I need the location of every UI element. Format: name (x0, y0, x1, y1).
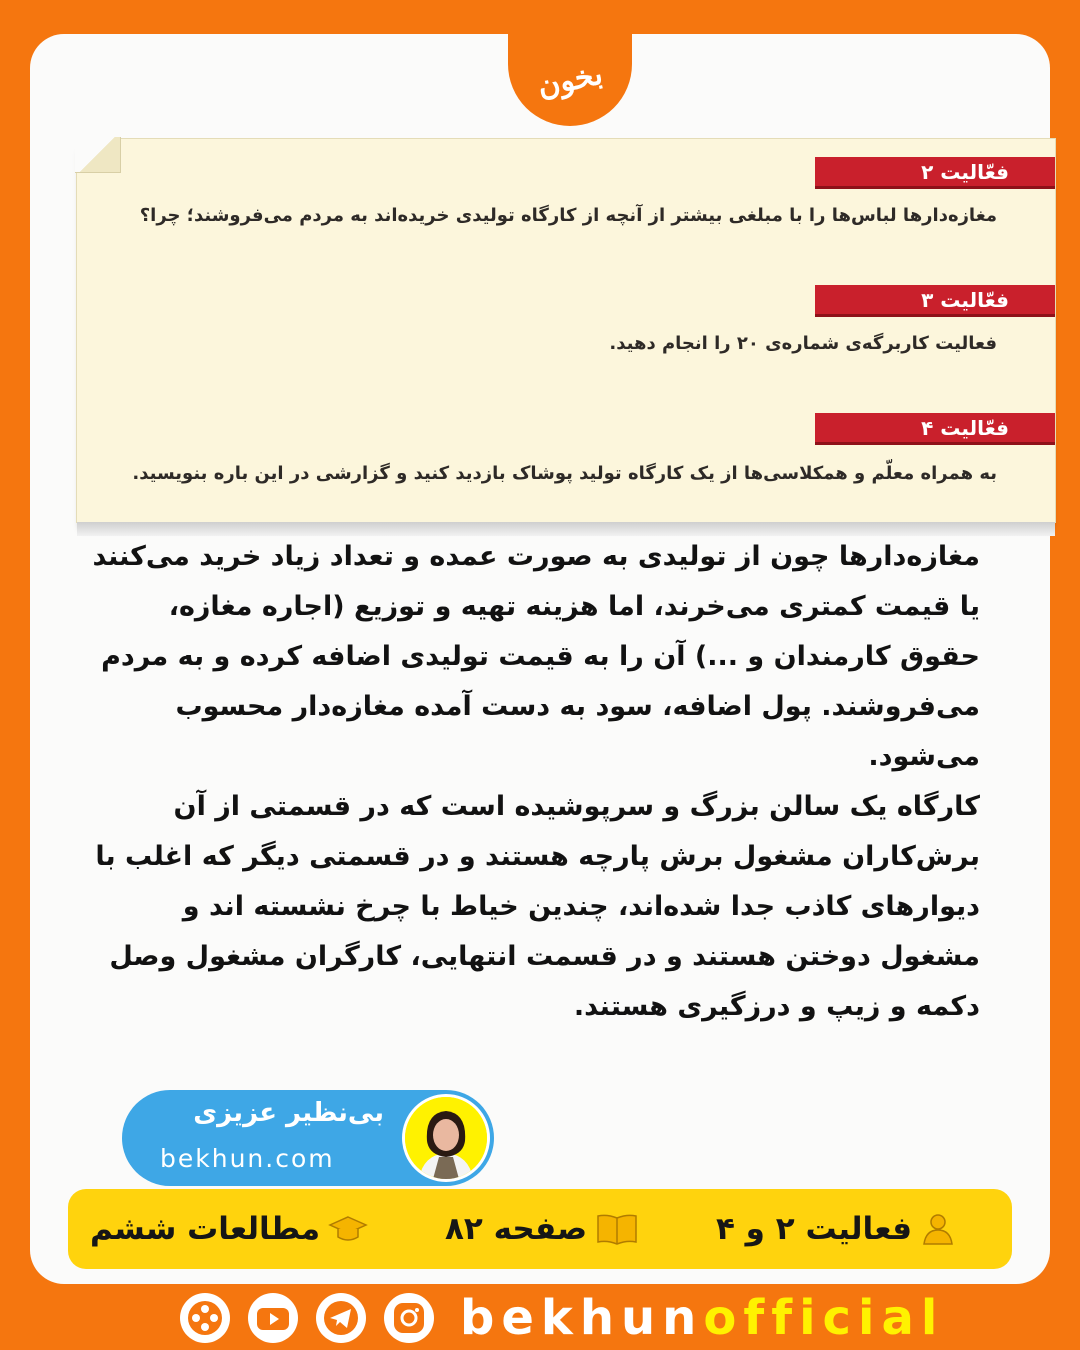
activity-item (716, 1211, 956, 1247)
info-bar (68, 1189, 1012, 1269)
telegram-icon (321, 1298, 361, 1338)
activity-4-text: به همراه معلّم و همکلاسی‌ها از یک کارگاه تولید پوشاک بازدید کنید و گزارشی در این باره بنویسید. (132, 463, 997, 484)
instagram-icon (389, 1298, 429, 1338)
page-label: صفحه ۸۲ (445, 1211, 588, 1247)
brand-main: bekhun (460, 1290, 704, 1346)
activity-3-title: فعّالیت ۳ (815, 285, 1055, 317)
graduation-cap-icon (328, 1213, 368, 1245)
film-reel-icon (185, 1298, 225, 1338)
book-excerpt (76, 138, 1056, 523)
page-item (445, 1211, 639, 1247)
subject-label: مطالعات ششم (90, 1211, 321, 1247)
activity-2-text: مغازه‌دارها لباس‌ها را با مبلغی بیشتر از آنچه از کارگاه تولیدی خریده‌اند به مردم می‌فروشند؛ چرا؟ (139, 205, 997, 226)
brand-wordmark (460, 1290, 944, 1346)
logo-text: بخون (534, 56, 606, 104)
activity-4-title: فعّالیت ۴ (815, 413, 1055, 445)
activity-2-title: فعّالیت ۲ (815, 157, 1055, 189)
youtube-icon (253, 1298, 293, 1338)
open-book-icon (595, 1212, 639, 1246)
answer-paragraph-1: مغازه‌دارها چون از تولیدی به صورت عمده و تعداد زیاد خرید می‌کنند یا قیمت کمتری می‌خرند، اما هزینه تهیه و توزیع (اجاره مغازه، حقوق کارمندان و ...) آن را به قیمت تولیدی اضافه کرده و به مردم می‌فروشند. پول اضافه، سود به دست آمده مغازه‌دار محسوب می‌شود. (92, 541, 980, 772)
teacher-icon (920, 1212, 956, 1246)
telegram-link[interactable] (316, 1293, 366, 1343)
activity-label: فعالیت ۲ و ۴ (715, 1211, 912, 1247)
author-name: بی‌نظیر عزیزی (193, 1098, 384, 1128)
footer (180, 1290, 944, 1346)
author-badge (122, 1090, 494, 1186)
answer-text (90, 532, 980, 1032)
subject-item (90, 1211, 368, 1247)
youtube-link[interactable] (248, 1293, 298, 1343)
instagram-link[interactable] (384, 1293, 434, 1343)
page-fold (75, 137, 121, 173)
aparat-link[interactable] (180, 1293, 230, 1343)
author-site: bekhun.com (160, 1144, 335, 1173)
avatar-illustration (405, 1097, 487, 1179)
author-avatar (402, 1094, 490, 1182)
brand-accent: official (703, 1290, 945, 1346)
answer-paragraph-2: کارگاه یک سالن بزرگ و سرپوشیده است که در قسمتی از آن برش‌کاران مشغول برش پارچه هستند و در قسمتی دیگر که اغلب با دیوارهای کاذب جدا شده‌اند، چندین خیاط با چرخ نشسته اند و مشغول دوختن هستند و در قسمت انتهایی، کارگران مشغول وصل دکمه و زیپ و درزگیری هستند. (95, 791, 980, 1022)
logo-badge (508, 34, 632, 126)
activity-3-text: فعالیت کاربرگه‌ی شماره‌ی ۲۰ را انجام دهید. (609, 333, 997, 354)
